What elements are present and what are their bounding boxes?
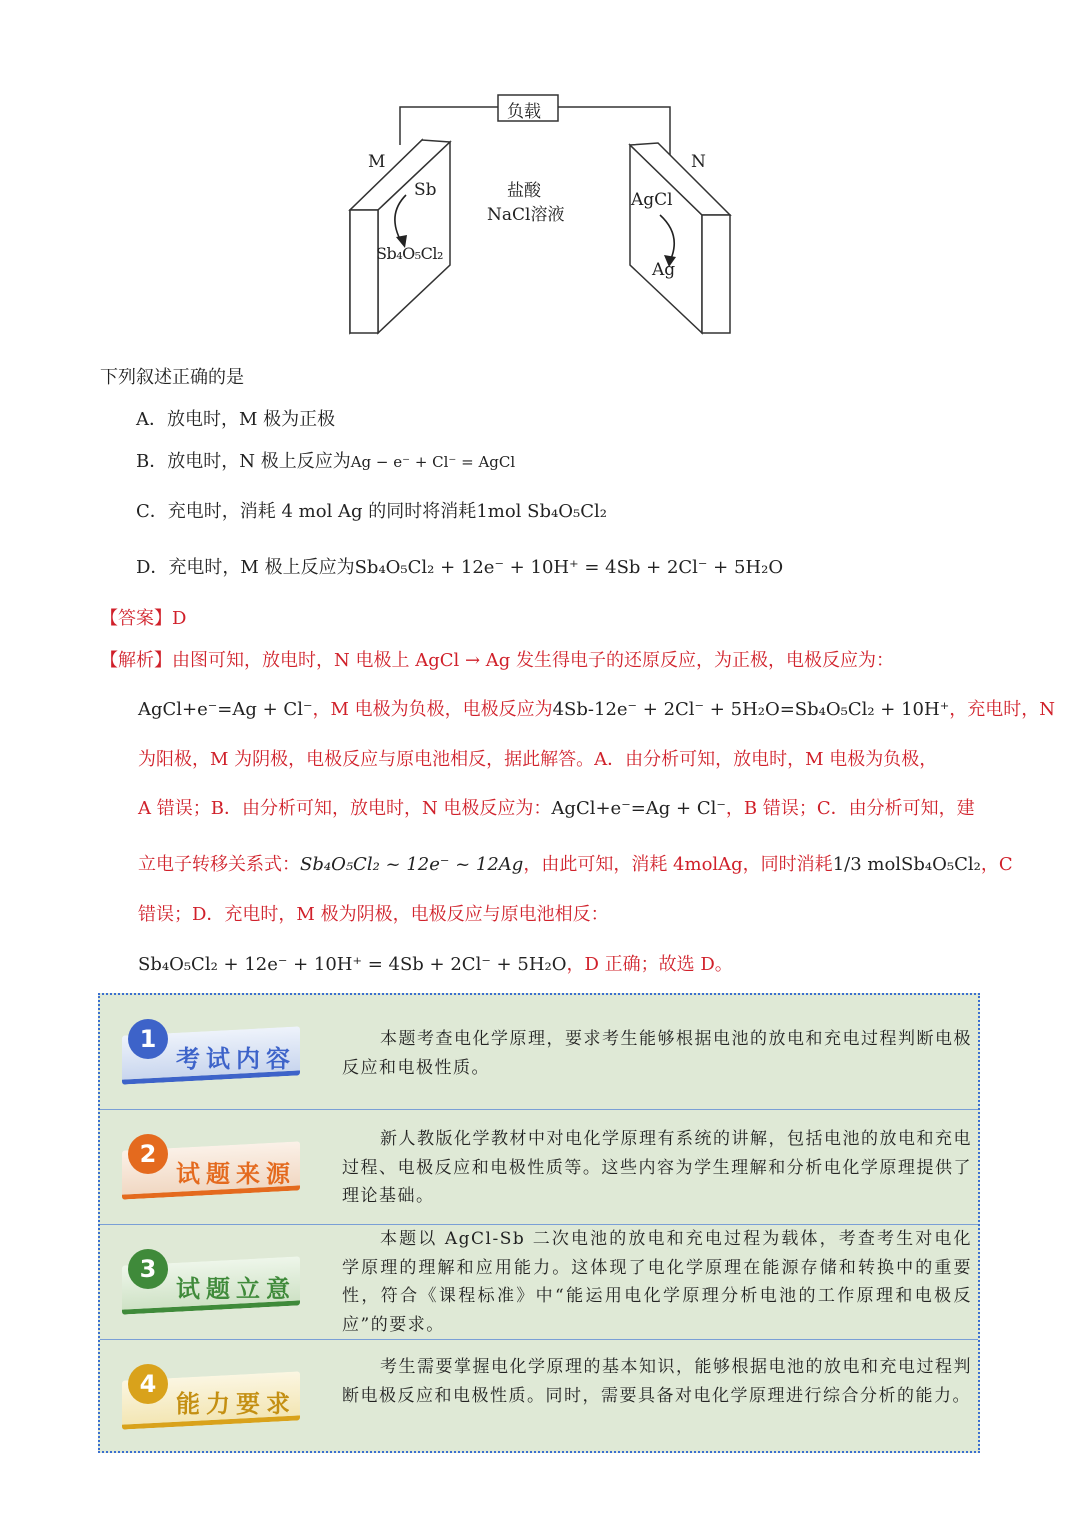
badge-number: 2 [128,1134,168,1174]
analysis-line-4 [138,797,975,821]
electrode-m-face [350,210,378,333]
note-badge [122,1140,302,1198]
note-text: 本题以 AgCl-Sb 二次电池的放电和充电过程为载体，考查考生对电化学原理的理解和应用能力。这体现了电化学原理在能源存储和转换中的重要性，符合《课程标准》中“能运用电化学原理分析电池的工作原理和电极反应”的要求。 [342,1229,972,1335]
option-b [136,450,515,474]
solution-label-1: 盐酸 [507,181,541,201]
analysis-text: ，充电时，N [949,699,1055,720]
option-d [136,556,783,580]
badge-number: 1 [128,1019,168,1059]
n-bottom-label: Ag [652,260,676,280]
m-top-label: Sb [414,180,437,200]
option-formula: Sb₄O₅Cl₂ + 12e⁻ + 10H⁺ = 4Sb + 2Cl⁻ + 5H₂O [354,557,784,578]
analysis-line-6: 错误；D．充电时，M 极为阴极，电极反应与原电池相反： [138,904,609,925]
option-text: 放电时，N 极上反应为 [167,451,351,472]
note-text: 本题考查电化学原理，要求考生能够根据电池的放电和充电过程判断电极反应和电极性质。 [342,1029,972,1078]
analysis-text: ，M 电极为负极，电极反应为 [312,699,553,720]
option-c [136,500,607,524]
electrode-n-face [702,215,730,333]
formula: AgCl+e⁻=Ag + Cl⁻ [138,699,313,720]
note-text: 考生需要掌握电化学原理的基本知识，能够根据电池的放电和充电过程判断电极反应和电极性质。同时，需要具备对电化学原理进行综合分析的能力。 [342,1357,972,1406]
option-formula: 1mol Sb₄O₅Cl₂ [476,501,607,522]
analysis-text: A 错误；B．由分析可知，放电时，N 电极反应为： [138,798,552,819]
badge-label: 考试内容 [176,1044,296,1073]
wire-left [400,107,498,145]
m-bottom-label: Sb₄O₅Cl₂ [376,244,443,263]
answer-value: D [172,608,187,629]
electrode-n-label: N [691,152,706,172]
formula: 4Sb-12e⁻ + 2Cl⁻ + 5H₂O=Sb₄O₅Cl₂ + 10H⁺ [552,699,950,720]
badge-label: 试题立意 [176,1274,296,1303]
note-text: 新人教版化学教材中对电化学原理有系统的讲解，包括电池的放电和充电过程、电极反应和电极性质等。这些内容为学生理解和分析电化学原理提供了理论基础。 [342,1129,972,1206]
analysis-text: ，C [980,854,1013,875]
badge-label: 试题来源 [176,1159,296,1188]
badge-label: 能力要求 [176,1389,296,1418]
option-letter: C． [136,501,168,522]
option-text: 放电时，M 极为正极 [167,409,336,430]
option-letter: B． [136,451,168,472]
answer-label: 【答案】 [100,608,172,629]
question-stem: 下列叙述正确的是 [100,367,244,388]
note-badge [122,1255,302,1313]
formula: Sb₄O₅Cl₂ ~ 12e⁻ ~ 12Ag [300,854,524,875]
formula: Sb₄O₅Cl₂ + 12e⁻ + 10H⁺ = 4Sb + 2Cl⁻ + 5H₂O [138,954,567,975]
analysis-line-2 [138,698,1055,722]
n-top-label: AgCl [631,190,673,210]
option-text: 充电时，M 极上反应为 [168,557,355,578]
formula: AgCl+e⁻=Ag + Cl⁻ [551,798,726,819]
option-letter: A． [136,409,167,430]
analysis-text: 由图可知，放电时，N 电极上 AgCl → Ag 发生得电子的还原反应，为正极，电极反应为： [172,650,895,671]
note-badge [122,1370,302,1428]
note-row [100,1225,978,1339]
analysis-line-7 [138,953,733,977]
analysis-line-5 [138,853,1013,877]
answer-line [100,607,186,631]
notes-panel [98,993,980,1453]
load-label: 负载 [507,102,541,122]
badge-number: 4 [128,1364,168,1404]
analysis-line-3: 为阳极，M 为阴极，电极反应与原电池相反，据此解答。A．由分析可知，放电时，M 电极为负极， [138,749,938,770]
option-letter: D． [136,557,169,578]
analysis-text: ，D 正确；故选 D。 [566,954,733,975]
option-formula: Ag − e⁻ + Cl⁻ = AgCl [350,453,516,471]
analysis-text: ，B 错误；C．由分析可知，建 [725,798,975,819]
analysis-line-1 [100,649,894,673]
solution-label-2: NaCl溶液 [487,205,565,225]
note-row [100,995,978,1109]
note-row [100,1340,978,1452]
analysis-label: 【解析】 [100,650,172,671]
electrode-m-label: M [368,152,386,172]
badge-number: 3 [128,1249,168,1289]
note-row [100,1110,978,1224]
analysis-text: ，由此可知，消耗 4molAg，同时消耗 [523,854,833,875]
note-badge [122,1025,302,1083]
option-a [136,408,335,432]
analysis-text: 立电子转移关系式： [138,854,300,875]
option-text: 充电时，消耗 4 mol Ag 的同时将消耗 [167,501,477,522]
formula: 1/3 molSb₄O₅Cl₂ [832,854,981,875]
